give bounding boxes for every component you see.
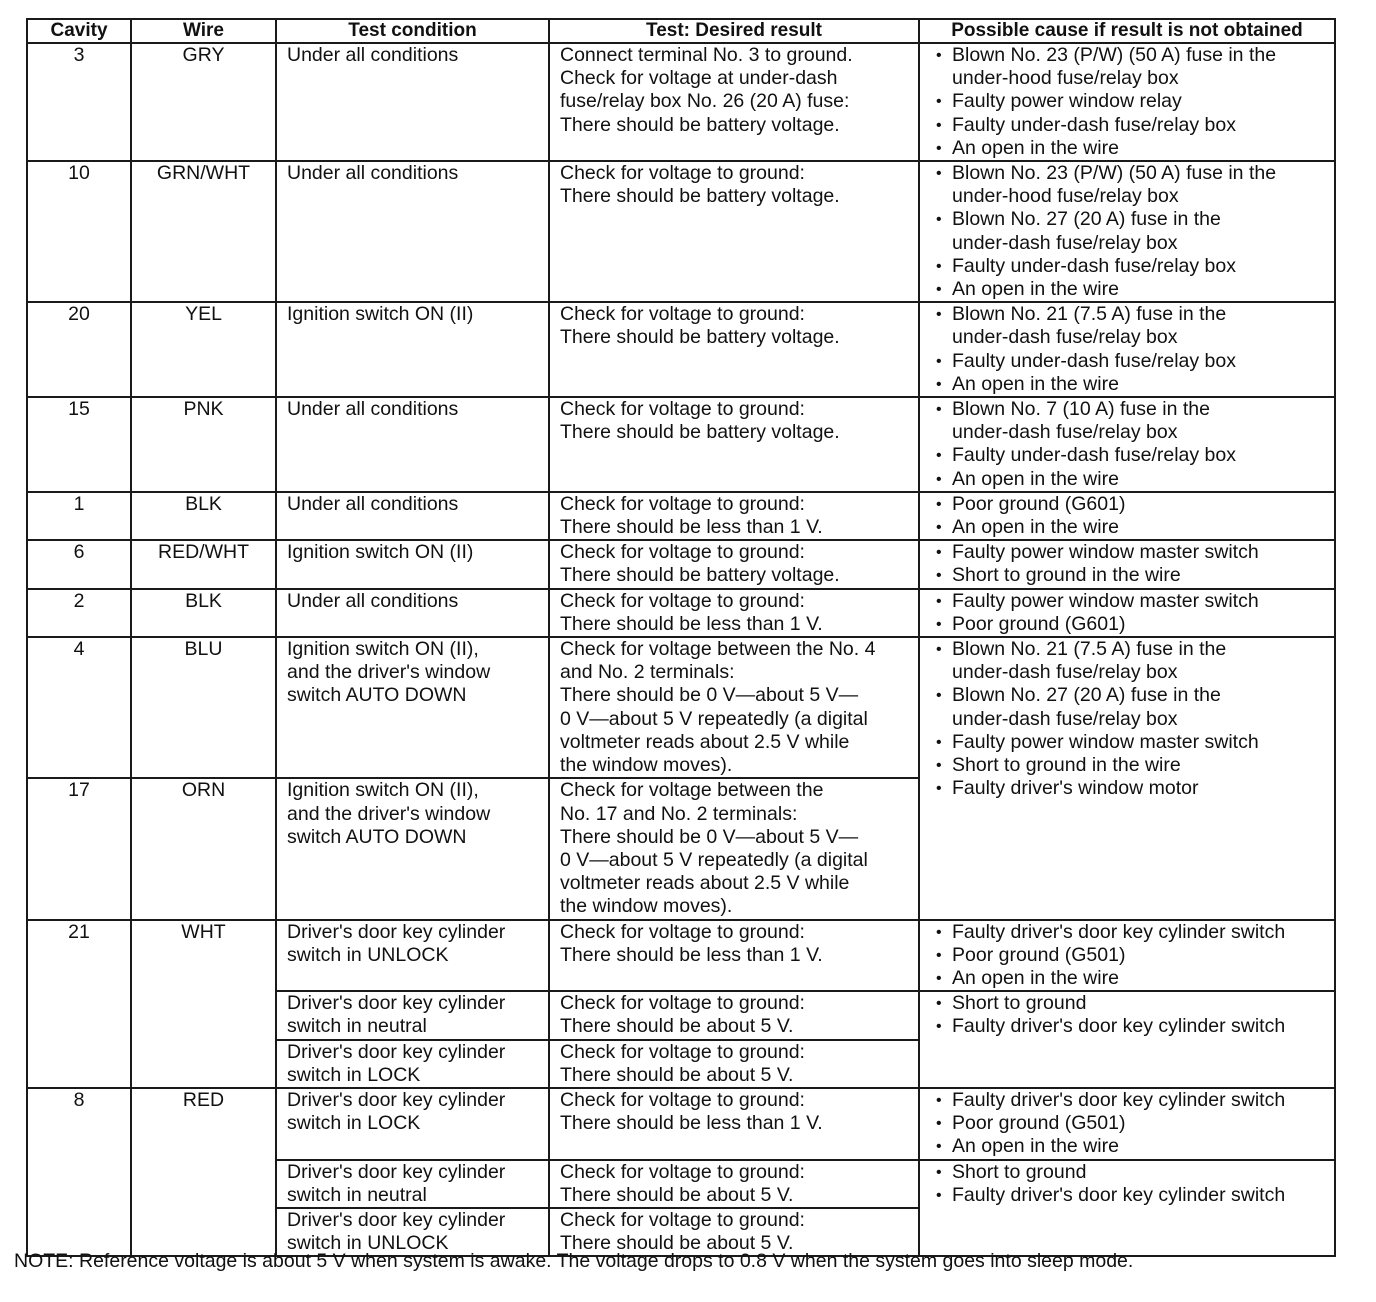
desired-result-cell xyxy=(549,161,919,302)
cause-item xyxy=(936,1015,1330,1038)
test-condition-cell xyxy=(276,161,549,302)
test-condition-cell xyxy=(276,540,549,588)
text-line: There should be battery voltage. xyxy=(560,564,840,587)
cavity-cell: 17 xyxy=(27,778,131,919)
text-line: Check for voltage between the xyxy=(560,779,824,802)
cause-list xyxy=(936,921,1330,991)
text-line: Ignition switch ON (II) xyxy=(287,303,474,326)
desired-result-cell xyxy=(549,43,919,161)
text-line: under-dash fuse/relay box xyxy=(952,326,1178,349)
cause-list xyxy=(936,44,1330,160)
cause-item xyxy=(936,444,1330,467)
cause-item xyxy=(936,350,1330,373)
wire-color-cell: GRY xyxy=(131,43,276,161)
test-condition-cell xyxy=(276,920,549,992)
cause-list xyxy=(936,541,1330,587)
text-line: • An open in the wire xyxy=(952,467,1119,490)
possible-cause-cell xyxy=(919,1160,1335,1257)
text-line: Connect terminal No. 3 to ground. xyxy=(560,44,853,66)
text-line: under-hood fuse/relay box xyxy=(952,67,1179,90)
text-line: There should be about 5 V. xyxy=(560,1183,794,1206)
desired-result-cell xyxy=(549,778,919,919)
text-line: switch in UNLOCK xyxy=(287,943,449,966)
cause-item xyxy=(936,638,1330,684)
test-condition-cell xyxy=(276,637,549,778)
table-row xyxy=(27,920,1335,992)
text-line: switch in neutral xyxy=(287,1015,427,1038)
wire-color-cell: GRN/WHT xyxy=(131,161,276,302)
text-line: Check for voltage to ground: xyxy=(560,1208,805,1231)
table-header-row xyxy=(27,19,1335,43)
text-line: Driver's door key cylinder xyxy=(287,1160,506,1183)
text-line: under-hood fuse/relay box xyxy=(952,185,1179,208)
cavity-cell: 20 xyxy=(27,302,131,397)
test-condition-cell xyxy=(276,1040,549,1088)
cavity-cell: 21 xyxy=(27,920,131,1088)
test-condition-cell xyxy=(276,1088,549,1160)
possible-cause-cell xyxy=(919,920,1335,992)
table-row xyxy=(27,1088,1335,1160)
table-row xyxy=(27,540,1335,588)
text-line: switch in LOCK xyxy=(287,1112,421,1135)
cause-list xyxy=(936,493,1330,539)
table-row xyxy=(27,397,1335,492)
cause-item xyxy=(936,278,1330,301)
text-line: • Short to ground in the wire xyxy=(952,754,1181,777)
text-line: • Blown No. 23 (P/W) (50 A) fuse in the xyxy=(952,162,1277,185)
text-line: • Faulty under-dash fuse/relay box xyxy=(952,113,1236,136)
desired-result-cell xyxy=(549,1088,919,1160)
cavity-cell: 3 xyxy=(27,43,131,161)
cause-list xyxy=(936,590,1330,636)
text-line: Under all conditions xyxy=(287,44,459,66)
text-line: Check for voltage to ground: xyxy=(560,992,805,1015)
cause-item xyxy=(936,777,1330,800)
text-line: Driver's door key cylinder xyxy=(287,920,506,943)
cavity-cell: 1 xyxy=(27,492,131,540)
cause-item xyxy=(936,255,1330,278)
text-line: • Faulty under-dash fuse/relay box xyxy=(952,349,1236,372)
text-line: Driver's door key cylinder xyxy=(287,1208,506,1231)
possible-cause-cell xyxy=(919,492,1335,540)
wire-color-cell: WHT xyxy=(131,920,276,1088)
test-condition-cell xyxy=(276,1160,549,1208)
desired-result-cell xyxy=(549,492,919,540)
text-line: There should be less than 1 V. xyxy=(560,612,823,635)
wire-color-cell: RED xyxy=(131,1088,276,1256)
possible-cause-cell xyxy=(919,302,1335,397)
text-line: There should be 0 V—about 5 V— xyxy=(560,684,859,707)
text-line: • Blown No. 7 (10 A) fuse in the xyxy=(952,398,1210,421)
text-line: Under all conditions xyxy=(287,589,459,612)
troubleshooting-document xyxy=(26,18,1334,1257)
cause-item xyxy=(936,303,1330,349)
wire-color-cell: PNK xyxy=(131,397,276,492)
wire-color-cell: BLK xyxy=(131,492,276,540)
cause-item xyxy=(936,373,1330,396)
text-line: Check for voltage between the No. 4 xyxy=(560,638,876,661)
cause-list xyxy=(936,162,1330,301)
text-line: • An open in the wire xyxy=(952,372,1119,395)
possible-cause-cell xyxy=(919,161,1335,302)
text-line: There should be less than 1 V. xyxy=(560,1112,823,1135)
cavity-cell: 4 xyxy=(27,637,131,778)
cause-item xyxy=(936,921,1330,944)
test-condition-cell xyxy=(276,302,549,397)
test-condition-cell xyxy=(276,778,549,919)
cause-item xyxy=(936,1184,1330,1207)
text-line: • Blown No. 27 (20 A) fuse in the xyxy=(952,684,1221,707)
header-desired-result: Test: Desired result xyxy=(549,19,919,43)
text-line: • Blown No. 21 (7.5 A) fuse in the xyxy=(952,303,1227,326)
cause-item xyxy=(936,90,1330,113)
cause-item xyxy=(936,44,1330,90)
text-line: voltmeter reads about 2.5 V while xyxy=(560,730,850,753)
cause-list xyxy=(936,1161,1330,1207)
text-line: switch AUTO DOWN xyxy=(287,684,467,707)
desired-result-cell xyxy=(549,1160,919,1208)
text-line: • Faulty under-dash fuse/relay box xyxy=(952,444,1236,467)
text-line: and the driver's window xyxy=(287,802,491,825)
terminal-test-table xyxy=(26,18,1336,1257)
cavity-cell: 15 xyxy=(27,397,131,492)
wire-color-cell: RED/WHT xyxy=(131,540,276,588)
cause-item xyxy=(936,684,1330,730)
test-condition-cell xyxy=(276,492,549,540)
text-line: switch in UNLOCK xyxy=(287,1232,449,1255)
desired-result-cell xyxy=(549,637,919,778)
text-line: Under all conditions xyxy=(287,492,459,515)
wire-color-cell: YEL xyxy=(131,302,276,397)
table-row xyxy=(27,43,1335,161)
desired-result-cell xyxy=(549,540,919,588)
text-line: • Blown No. 23 (P/W) (50 A) fuse in the xyxy=(952,44,1277,66)
text-line: • Faulty driver's window motor xyxy=(952,777,1199,800)
cause-item xyxy=(936,967,1330,990)
text-line: There should be battery voltage. xyxy=(560,113,840,136)
text-line: Driver's door key cylinder xyxy=(287,992,506,1015)
cause-item xyxy=(936,468,1330,491)
text-line: Check for voltage to ground: xyxy=(560,492,805,515)
text-line: • Faulty driver's door key cylinder switch xyxy=(952,920,1286,943)
desired-result-cell xyxy=(549,397,919,492)
text-line: switch AUTO DOWN xyxy=(287,825,467,848)
cause-item xyxy=(936,564,1330,587)
text-line: Under all conditions xyxy=(287,162,459,185)
text-line: • An open in the wire xyxy=(952,278,1119,301)
text-line: fuse/relay box No. 26 (20 A) fuse: xyxy=(560,90,850,113)
table-row xyxy=(27,161,1335,302)
text-line: • An open in the wire xyxy=(952,516,1119,539)
test-condition-cell xyxy=(276,589,549,637)
text-line: • An open in the wire xyxy=(952,1135,1119,1158)
desired-result-cell xyxy=(549,589,919,637)
text-line: • An open in the wire xyxy=(952,136,1119,159)
desired-result-cell xyxy=(549,302,919,397)
cause-list xyxy=(936,992,1330,1038)
cause-item xyxy=(936,541,1330,564)
text-line: • Faulty power window master switch xyxy=(952,730,1259,753)
table-row xyxy=(27,302,1335,397)
text-line: under-dash fuse/relay box xyxy=(952,421,1178,444)
text-line: 0 V—about 5 V repeatedly (a digital xyxy=(560,848,868,871)
table-row xyxy=(27,492,1335,540)
cause-list xyxy=(936,303,1330,396)
cause-item xyxy=(936,208,1330,254)
text-line: • Faulty power window master switch xyxy=(952,589,1259,612)
cavity-cell: 2 xyxy=(27,589,131,637)
possible-cause-cell xyxy=(919,589,1335,637)
text-line: switch in neutral xyxy=(287,1183,427,1206)
cause-item xyxy=(936,398,1330,444)
text-line: Check for voltage to ground: xyxy=(560,398,805,421)
text-line: Under all conditions xyxy=(287,398,459,421)
text-line: voltmeter reads about 2.5 V while xyxy=(560,872,850,895)
text-line: Check for voltage to ground: xyxy=(560,303,805,326)
text-line: switch in LOCK xyxy=(287,1063,421,1086)
wire-color-cell: ORN xyxy=(131,778,276,919)
text-line: There should be battery voltage. xyxy=(560,185,840,208)
text-line: under-dash fuse/relay box xyxy=(952,661,1178,684)
text-line: Driver's door key cylinder xyxy=(287,1088,506,1111)
table-row xyxy=(27,589,1335,637)
possible-cause-cell xyxy=(919,397,1335,492)
text-line: No. 17 and No. 2 terminals: xyxy=(560,802,798,825)
cause-list xyxy=(936,638,1330,800)
text-line: • Poor ground (G601) xyxy=(952,612,1126,635)
test-condition-cell xyxy=(276,991,549,1039)
cause-item xyxy=(936,162,1330,208)
text-line: Check for voltage to ground: xyxy=(560,541,805,564)
cause-item xyxy=(936,1112,1330,1135)
cause-item xyxy=(936,1089,1330,1112)
text-line: Check for voltage to ground: xyxy=(560,920,805,943)
desired-result-cell xyxy=(549,991,919,1039)
text-line: • Faulty driver's door key cylinder switch xyxy=(952,1015,1286,1038)
text-line: • Poor ground (G501) xyxy=(952,943,1126,966)
text-line: There should be about 5 V. xyxy=(560,1063,794,1086)
wire-color-cell: BLU xyxy=(131,637,276,778)
cause-item xyxy=(936,992,1330,1015)
text-line: Ignition switch ON (II), xyxy=(287,779,479,802)
text-line: • Faulty power window master switch xyxy=(952,541,1259,564)
text-line: Check for voltage to ground: xyxy=(560,1088,805,1111)
text-line: and No. 2 terminals: xyxy=(560,661,735,684)
cause-list xyxy=(936,1089,1330,1159)
text-line: • Faulty power window relay xyxy=(952,90,1182,113)
text-line: • Poor ground (G601) xyxy=(952,492,1126,515)
cause-item xyxy=(936,114,1330,137)
cavity-cell: 8 xyxy=(27,1088,131,1256)
text-line: under-dash fuse/relay box xyxy=(952,707,1178,730)
possible-cause-cell xyxy=(919,637,1335,919)
possible-cause-cell xyxy=(919,43,1335,161)
text-line: • Faulty under-dash fuse/relay box xyxy=(952,254,1236,277)
wire-color-cell: BLK xyxy=(131,589,276,637)
cause-item xyxy=(936,613,1330,636)
cavity-cell: 10 xyxy=(27,161,131,302)
cause-item xyxy=(936,137,1330,160)
cause-list xyxy=(936,398,1330,491)
text-line: There should be less than 1 V. xyxy=(560,516,823,539)
desired-result-cell xyxy=(549,920,919,992)
text-line: the window moves). xyxy=(560,895,733,918)
text-line: • Blown No. 27 (20 A) fuse in the xyxy=(952,208,1221,231)
text-line: • An open in the wire xyxy=(952,966,1119,989)
possible-cause-cell xyxy=(919,540,1335,588)
text-line: There should be battery voltage. xyxy=(560,326,840,349)
text-line: • Poor ground (G501) xyxy=(952,1112,1126,1135)
cause-item xyxy=(936,493,1330,516)
text-line: • Short to ground in the wire xyxy=(952,564,1181,587)
possible-cause-cell xyxy=(919,1088,1335,1160)
text-line: • Short to ground xyxy=(952,1160,1087,1183)
text-line: Check for voltage at under-dash xyxy=(560,67,838,90)
cause-item xyxy=(936,944,1330,967)
test-condition-cell xyxy=(276,43,549,161)
text-line: 0 V—about 5 V repeatedly (a digital xyxy=(560,707,868,730)
header-cavity: Cavity xyxy=(27,19,131,43)
cavity-cell: 6 xyxy=(27,540,131,588)
text-line: • Faulty driver's door key cylinder switch xyxy=(952,1183,1286,1206)
text-line: There should be about 5 V. xyxy=(560,1232,794,1255)
cause-item xyxy=(936,516,1330,539)
text-line: under-dash fuse/relay box xyxy=(952,231,1178,254)
text-line: Check for voltage to ground: xyxy=(560,589,805,612)
table-row xyxy=(27,637,1335,778)
text-line: There should be battery voltage. xyxy=(560,421,840,444)
text-line: Driver's door key cylinder xyxy=(287,1040,506,1063)
table-body xyxy=(27,43,1335,1256)
text-line: There should be about 5 V. xyxy=(560,1015,794,1038)
text-line: Check for voltage to ground: xyxy=(560,1040,805,1063)
desired-result-cell xyxy=(549,1040,919,1088)
footnote: NOTE: Reference voltage is about 5 V when system is awake. The voltage drops to 0.8 V when the system goes into sleep mode. xyxy=(14,1250,1134,1272)
text-line: • Blown No. 21 (7.5 A) fuse in the xyxy=(952,638,1227,661)
text-line: Check for voltage to ground: xyxy=(560,162,805,185)
text-line: Ignition switch ON (II) xyxy=(287,541,474,564)
cause-item xyxy=(936,754,1330,777)
text-line: Ignition switch ON (II), xyxy=(287,638,479,661)
text-line: • Faulty driver's door key cylinder switch xyxy=(952,1088,1286,1111)
cause-item xyxy=(936,1161,1330,1184)
text-line: Check for voltage to ground: xyxy=(560,1160,805,1183)
text-line: • Short to ground xyxy=(952,992,1087,1015)
cause-item xyxy=(936,1135,1330,1158)
header-possible-cause: Possible cause if result is not obtained xyxy=(919,19,1335,43)
text-line: There should be less than 1 V. xyxy=(560,943,823,966)
header-test-condition: Test condition xyxy=(276,19,549,43)
text-line: and the driver's window xyxy=(287,661,491,684)
text-line: the window moves). xyxy=(560,754,733,777)
cause-item xyxy=(936,590,1330,613)
header-wire: Wire xyxy=(131,19,276,43)
test-condition-cell xyxy=(276,397,549,492)
cause-item xyxy=(936,731,1330,754)
possible-cause-cell xyxy=(919,991,1335,1088)
text-line: There should be 0 V—about 5 V— xyxy=(560,825,859,848)
